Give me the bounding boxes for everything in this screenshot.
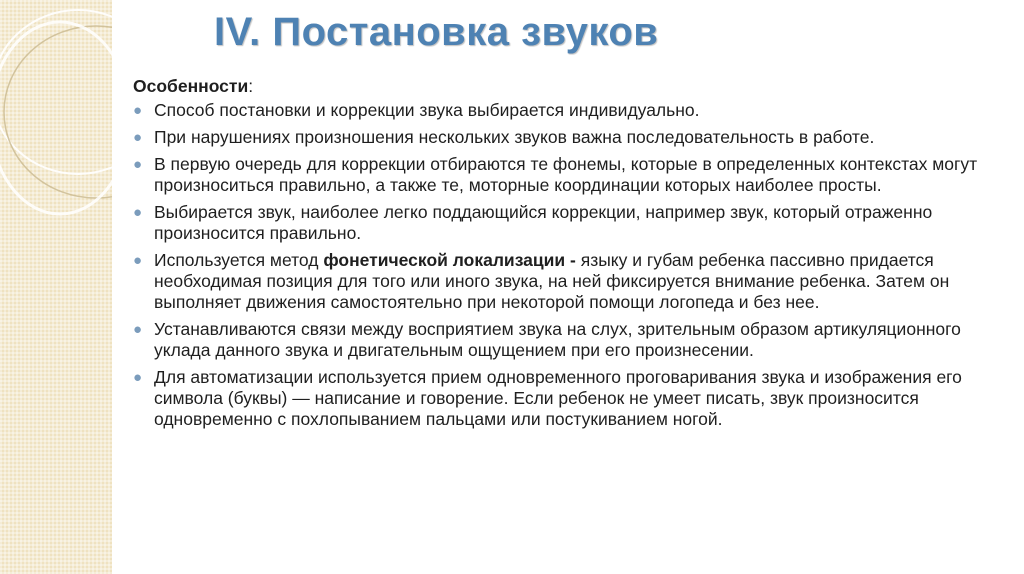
list-item-bold-term: фонетической локализации -: [323, 250, 576, 270]
list-item-text: Устанавливаются связи между восприятием звука на слух, зрительным образом артикуляционного уклада данного звука и двигательным ощущением при его произнесении.: [154, 319, 961, 360]
bullet-icon: ●: [133, 102, 143, 119]
list-item: [133, 202, 1003, 244]
bullet-icon: ●: [133, 156, 143, 173]
bullet-icon: ●: [133, 369, 143, 386]
list-item-text-before: Используется метод: [154, 250, 324, 270]
slide-title: IV. Постановка звуков: [214, 10, 659, 54]
bullet-list: [133, 100, 1003, 436]
list-item: [133, 367, 1003, 430]
list-item: [133, 319, 1003, 361]
list-item-text: В первую очередь для коррекции отбираются те фонемы, которые в определенных контекстах могут произноситься правильно, а также те, моторные координации которых наиболее просты.: [154, 154, 978, 195]
bullet-icon: ●: [133, 321, 143, 338]
list-item-text: Для автоматизации используется прием одновременного проговаривания звука и изображения его символа (буквы) — написание и говорение. Если ребенок не умеет писать, звук произносится одновременно с похлопыванием пальцами или постукиванием ногой.: [154, 367, 962, 429]
list-item: [133, 127, 1003, 148]
bullet-icon: ●: [133, 204, 143, 221]
bullet-icon: ●: [133, 252, 143, 269]
bullet-icon: ●: [133, 129, 143, 146]
list-item-text: Выбирается звук, наиболее легко поддающийся коррекции, например звук, который отраженно произносится правильно.: [154, 202, 933, 243]
ring-decoration-icon: [0, 0, 112, 574]
list-item-text: При нарушениях произношения нескольких звуков важна последовательность в работе.: [154, 127, 875, 147]
list-item-text-after: языку и губам ребенка пассивно придается необходимая позиция для того или иного звука, на ней фиксируется внимание ребенка. Затем он выполняет движения самостоятельно при некоторой помощи логопеда и без нее.: [154, 250, 950, 312]
list-item-text: Способ постановки и коррекции звука выбирается индивидуально.: [154, 100, 700, 120]
decorative-left-band: [0, 0, 112, 574]
section-subtitle: [133, 76, 253, 97]
list-item: [133, 100, 1003, 121]
subtitle-colon: :: [248, 76, 254, 96]
subtitle-label: Особенности: [133, 76, 249, 96]
list-item: [133, 250, 1003, 313]
list-item: [133, 154, 1003, 196]
